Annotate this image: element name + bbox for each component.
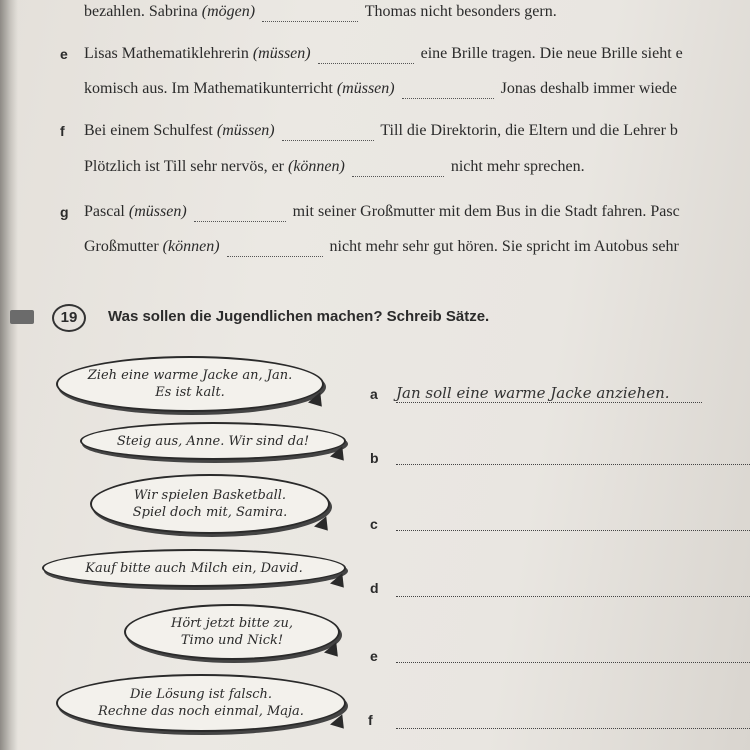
answer-line[interactable] <box>396 596 750 597</box>
text: nicht mehr sehr gut hören. Sie spricht im Autobus sehr <box>329 238 679 255</box>
fill-blank[interactable] <box>194 207 286 222</box>
verb-hint: (müssen) <box>216 122 275 139</box>
page-edge-shadow <box>0 0 18 750</box>
answer-line[interactable] <box>396 464 750 465</box>
exercise-line <box>84 121 678 141</box>
exercise-line <box>84 79 677 99</box>
fill-blank[interactable] <box>352 162 444 177</box>
audio-icon <box>10 310 34 324</box>
bubble-tail <box>314 516 334 535</box>
text: Plötzlich ist Till sehr nervös, er <box>84 158 284 175</box>
bubble-tail <box>330 573 350 592</box>
bubble-tail <box>324 642 344 661</box>
speech-bubble <box>90 474 330 534</box>
speech-bubble <box>42 549 346 587</box>
task-number: 19 <box>52 304 86 332</box>
bubble-text: Spiel doch mit, Samira. <box>132 505 288 520</box>
text: komisch aus. Im Mathematikunterricht <box>84 80 333 97</box>
speech-bubble <box>80 422 346 460</box>
fill-blank[interactable] <box>402 84 494 99</box>
text: Pascal <box>84 203 125 220</box>
exercise-line <box>84 2 557 22</box>
text: Till die Direktorin, die Eltern und die Lehrer b <box>380 122 678 139</box>
bubble-text: Rechne das noch einmal, Maja. <box>98 704 304 719</box>
text: Jonas deshalb immer wiede <box>500 80 677 97</box>
bubble-text: Es ist kalt. <box>155 385 225 400</box>
verb-hint: (müssen) <box>252 45 311 62</box>
answer-letter: b <box>370 450 379 466</box>
bubble-text: Kauf bitte auch Milch ein, David. <box>85 560 303 576</box>
task-title: Was sollen die Jugendlichen machen? Schreib Sätze. <box>108 308 490 325</box>
verb-hint: (mögen) <box>201 3 256 20</box>
bubble-tail <box>308 392 328 411</box>
text: nicht mehr sprechen. <box>450 158 585 175</box>
answer-line[interactable]: Jan soll eine warme Jacke anziehen. <box>396 384 702 403</box>
answer-letter: a <box>370 386 378 402</box>
exercise-line <box>84 157 585 177</box>
text: Lisas Mathematiklehrerin <box>84 45 249 62</box>
exercise-line <box>84 44 683 64</box>
answer-letter: c <box>370 516 378 532</box>
bubble-text: Wir spielen Basketball. <box>133 488 287 503</box>
text: Thomas nicht besonders gern. <box>364 3 557 20</box>
answer-line[interactable] <box>396 728 750 729</box>
verb-hint: (müssen) <box>336 80 395 97</box>
fill-blank[interactable] <box>318 49 414 64</box>
bubble-text: Zieh eine warme Jacke an, Jan. <box>87 368 293 383</box>
bubble-text: Timo und Nick! <box>180 633 284 648</box>
text: bezahlen. Sabrina <box>84 3 198 20</box>
answer-letter: e <box>370 648 378 664</box>
answer-letter: d <box>370 580 379 596</box>
fill-blank[interactable] <box>227 242 323 257</box>
bubble-tail <box>330 714 350 733</box>
item-letter: e <box>60 46 68 62</box>
bubble-text: Hört jetzt bitte zu, <box>171 616 293 631</box>
bubble-text: Die Lösung ist falsch. <box>129 687 273 702</box>
fill-blank[interactable] <box>262 7 358 22</box>
verb-hint: (können) <box>162 238 220 255</box>
answer-line[interactable] <box>396 662 750 663</box>
text: eine Brille tragen. Die neue Brille sieht e <box>420 45 683 62</box>
exercise-line <box>84 237 679 257</box>
exercise-line <box>84 202 680 222</box>
verb-hint: (müssen) <box>128 203 187 220</box>
speech-bubble <box>124 604 340 660</box>
fill-blank[interactable] <box>282 126 374 141</box>
answer-letter: f <box>368 712 373 728</box>
answer-line[interactable] <box>396 530 750 531</box>
text: mit seiner Großmutter mit dem Bus in die Stadt fahren. Pasc <box>292 203 680 220</box>
speech-bubble <box>56 674 346 732</box>
item-letter: f <box>60 123 65 139</box>
text: Großmutter <box>84 238 159 255</box>
text: Bei einem Schulfest <box>84 122 213 139</box>
item-letter: g <box>60 204 69 220</box>
speech-bubble <box>56 356 324 412</box>
bubble-text: Steig aus, Anne. Wir sind da! <box>116 433 310 449</box>
verb-hint: (können) <box>288 158 345 175</box>
bubble-tail <box>330 446 350 465</box>
